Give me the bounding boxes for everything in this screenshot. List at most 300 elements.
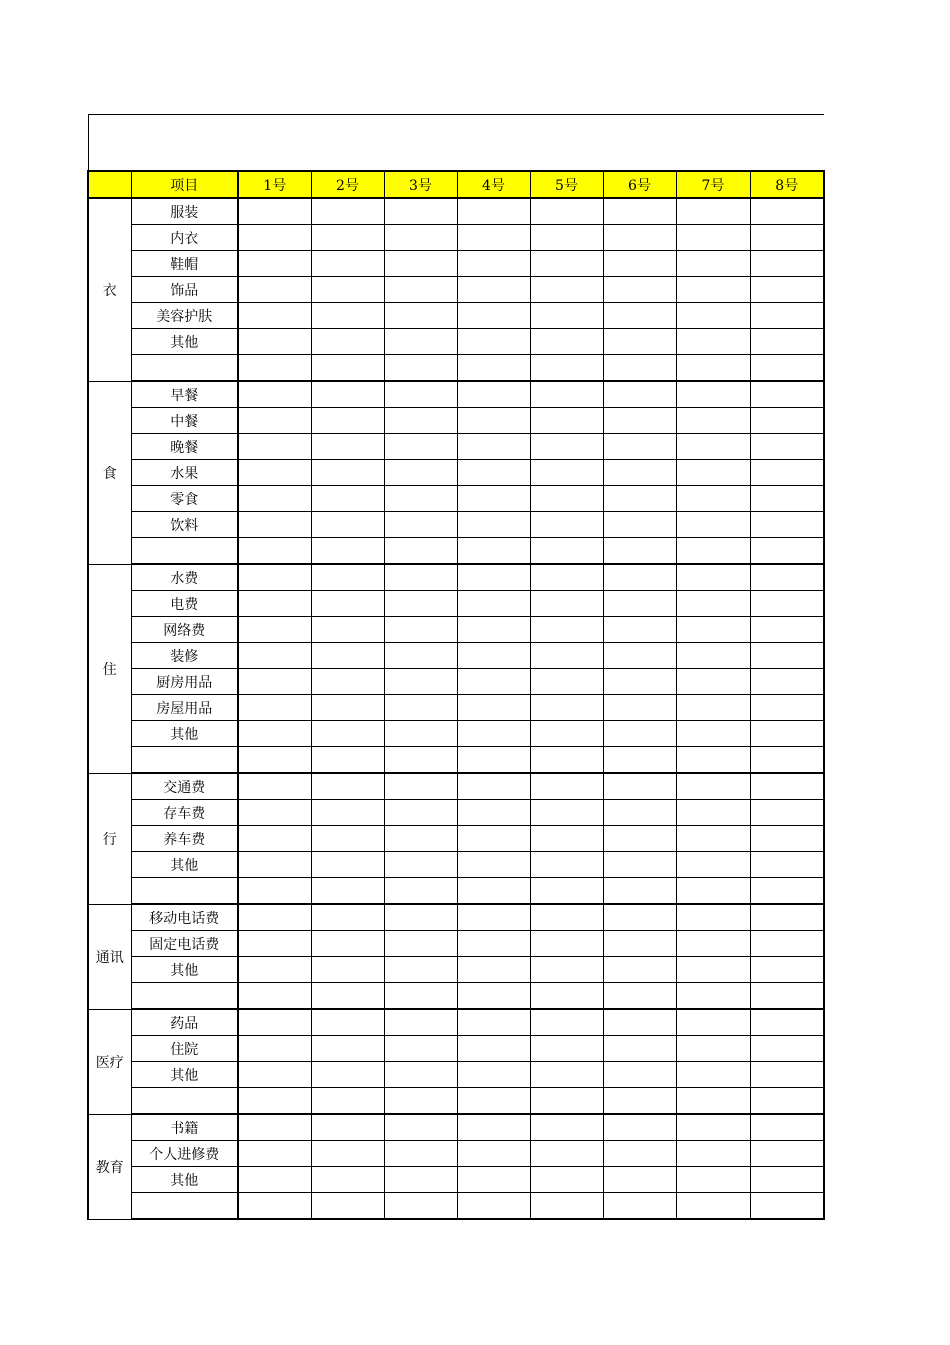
amount-cell[interactable] [530,355,603,382]
amount-cell[interactable] [530,408,603,434]
amount-cell[interactable] [457,878,530,905]
amount-cell[interactable] [311,225,384,251]
amount-cell[interactable] [457,983,530,1010]
amount-cell[interactable] [384,538,457,565]
amount-cell[interactable] [603,800,676,826]
amount-cell[interactable] [530,931,603,957]
amount-cell[interactable] [676,747,750,774]
amount-cell[interactable] [603,695,676,721]
amount-cell[interactable] [238,1193,311,1220]
amount-cell[interactable] [676,486,750,512]
amount-cell[interactable] [238,538,311,565]
item-cell[interactable]: 鞋帽 [131,251,238,277]
amount-cell[interactable] [603,931,676,957]
amount-cell[interactable] [457,355,530,382]
amount-cell[interactable] [238,852,311,878]
amount-cell[interactable] [530,381,603,408]
amount-cell[interactable] [384,773,457,800]
amount-cell[interactable] [676,303,750,329]
item-cell[interactable]: 住院 [131,1036,238,1062]
amount-cell[interactable] [676,434,750,460]
amount-cell[interactable] [603,460,676,486]
header-day-8[interactable]: 8号 [750,171,824,198]
amount-cell[interactable] [384,826,457,852]
amount-cell[interactable] [603,538,676,565]
amount-cell[interactable] [457,1088,530,1115]
amount-cell[interactable] [238,904,311,931]
amount-cell[interactable] [457,303,530,329]
amount-cell[interactable] [530,983,603,1010]
amount-cell[interactable] [238,1062,311,1088]
amount-cell[interactable] [603,1114,676,1141]
amount-cell[interactable] [750,957,824,983]
amount-cell[interactable] [603,381,676,408]
amount-cell[interactable] [676,852,750,878]
amount-cell[interactable] [457,564,530,591]
amount-cell[interactable] [457,1193,530,1220]
item-cell[interactable]: 房屋用品 [131,695,238,721]
category-cell[interactable]: 衣 [88,198,131,381]
amount-cell[interactable] [311,1141,384,1167]
amount-cell[interactable] [603,669,676,695]
amount-cell[interactable] [384,852,457,878]
amount-cell[interactable] [750,303,824,329]
amount-cell[interactable] [603,251,676,277]
amount-cell[interactable] [676,251,750,277]
item-cell[interactable]: 电费 [131,591,238,617]
item-cell[interactable] [131,1193,238,1220]
amount-cell[interactable] [530,695,603,721]
amount-cell[interactable] [457,198,530,225]
amount-cell[interactable] [676,564,750,591]
item-cell[interactable]: 药品 [131,1009,238,1036]
amount-cell[interactable] [238,747,311,774]
amount-cell[interactable] [750,434,824,460]
header-day-1[interactable]: 1号 [238,171,311,198]
item-cell[interactable]: 其他 [131,1167,238,1193]
amount-cell[interactable] [603,1088,676,1115]
item-cell[interactable]: 网络费 [131,617,238,643]
amount-cell[interactable] [676,225,750,251]
amount-cell[interactable] [603,852,676,878]
amount-cell[interactable] [238,198,311,225]
amount-cell[interactable] [603,591,676,617]
header-day-7[interactable]: 7号 [676,171,750,198]
item-cell[interactable]: 装修 [131,643,238,669]
item-cell[interactable]: 存车费 [131,800,238,826]
amount-cell[interactable] [238,486,311,512]
amount-cell[interactable] [384,329,457,355]
item-cell[interactable]: 晚餐 [131,434,238,460]
amount-cell[interactable] [750,251,824,277]
amount-cell[interactable] [384,277,457,303]
amount-cell[interactable] [530,957,603,983]
item-cell[interactable]: 其他 [131,957,238,983]
amount-cell[interactable] [311,198,384,225]
amount-cell[interactable] [238,1088,311,1115]
amount-cell[interactable] [750,852,824,878]
amount-cell[interactable] [676,826,750,852]
amount-cell[interactable] [530,1114,603,1141]
category-cell[interactable]: 住 [88,564,131,773]
amount-cell[interactable] [603,1141,676,1167]
amount-cell[interactable] [603,1036,676,1062]
amount-cell[interactable] [457,957,530,983]
amount-cell[interactable] [384,1141,457,1167]
amount-cell[interactable] [530,564,603,591]
amount-cell[interactable] [603,747,676,774]
amount-cell[interactable] [238,460,311,486]
amount-cell[interactable] [384,1088,457,1115]
amount-cell[interactable] [457,800,530,826]
amount-cell[interactable] [384,721,457,747]
amount-cell[interactable] [311,1114,384,1141]
amount-cell[interactable] [311,591,384,617]
amount-cell[interactable] [311,408,384,434]
amount-cell[interactable] [311,643,384,669]
amount-cell[interactable] [384,381,457,408]
amount-cell[interactable] [457,277,530,303]
amount-cell[interactable] [238,1009,311,1036]
item-cell[interactable]: 固定电话费 [131,931,238,957]
amount-cell[interactable] [750,1036,824,1062]
amount-cell[interactable] [457,225,530,251]
amount-cell[interactable] [603,434,676,460]
amount-cell[interactable] [750,669,824,695]
amount-cell[interactable] [603,904,676,931]
amount-cell[interactable] [603,957,676,983]
amount-cell[interactable] [311,460,384,486]
amount-cell[interactable] [384,695,457,721]
amount-cell[interactable] [676,1062,750,1088]
amount-cell[interactable] [238,1036,311,1062]
amount-cell[interactable] [238,1167,311,1193]
amount-cell[interactable] [238,643,311,669]
amount-cell[interactable] [384,931,457,957]
amount-cell[interactable] [238,591,311,617]
amount-cell[interactable] [750,800,824,826]
amount-cell[interactable] [238,225,311,251]
amount-cell[interactable] [750,826,824,852]
item-cell[interactable]: 水果 [131,460,238,486]
amount-cell[interactable] [530,1036,603,1062]
amount-cell[interactable] [384,669,457,695]
amount-cell[interactable] [676,904,750,931]
amount-cell[interactable] [530,826,603,852]
amount-cell[interactable] [603,773,676,800]
amount-cell[interactable] [457,721,530,747]
amount-cell[interactable] [530,512,603,538]
amount-cell[interactable] [530,1167,603,1193]
amount-cell[interactable] [238,878,311,905]
amount-cell[interactable] [457,408,530,434]
amount-cell[interactable] [603,878,676,905]
amount-cell[interactable] [457,695,530,721]
amount-cell[interactable] [311,983,384,1010]
amount-cell[interactable] [311,381,384,408]
amount-cell[interactable] [311,538,384,565]
amount-cell[interactable] [238,617,311,643]
amount-cell[interactable] [238,669,311,695]
amount-cell[interactable] [238,773,311,800]
amount-cell[interactable] [384,408,457,434]
amount-cell[interactable] [750,983,824,1010]
amount-cell[interactable] [457,1167,530,1193]
amount-cell[interactable] [311,329,384,355]
amount-cell[interactable] [311,355,384,382]
item-cell[interactable]: 内衣 [131,225,238,251]
amount-cell[interactable] [603,277,676,303]
amount-cell[interactable] [457,329,530,355]
item-cell[interactable] [131,538,238,565]
amount-cell[interactable] [384,878,457,905]
amount-cell[interactable] [311,1167,384,1193]
amount-cell[interactable] [676,1088,750,1115]
amount-cell[interactable] [311,564,384,591]
amount-cell[interactable] [750,408,824,434]
item-cell[interactable]: 养车费 [131,826,238,852]
amount-cell[interactable] [384,198,457,225]
amount-cell[interactable] [530,303,603,329]
amount-cell[interactable] [311,277,384,303]
amount-cell[interactable] [603,1009,676,1036]
item-cell[interactable]: 其他 [131,721,238,747]
header-category-cell[interactable] [88,171,131,198]
amount-cell[interactable] [603,225,676,251]
amount-cell[interactable] [603,643,676,669]
amount-cell[interactable] [676,1167,750,1193]
amount-cell[interactable] [384,904,457,931]
amount-cell[interactable] [238,1114,311,1141]
amount-cell[interactable] [603,512,676,538]
amount-cell[interactable] [457,512,530,538]
amount-cell[interactable] [603,826,676,852]
amount-cell[interactable] [457,538,530,565]
amount-cell[interactable] [530,721,603,747]
amount-cell[interactable] [384,355,457,382]
item-cell[interactable] [131,355,238,382]
amount-cell[interactable] [311,826,384,852]
amount-cell[interactable] [384,1193,457,1220]
amount-cell[interactable] [311,721,384,747]
category-cell[interactable]: 医疗 [88,1009,131,1114]
amount-cell[interactable] [311,669,384,695]
amount-cell[interactable] [530,800,603,826]
amount-cell[interactable] [750,512,824,538]
item-cell[interactable]: 饮料 [131,512,238,538]
amount-cell[interactable] [530,773,603,800]
amount-cell[interactable] [457,1009,530,1036]
amount-cell[interactable] [238,721,311,747]
amount-cell[interactable] [238,983,311,1010]
amount-cell[interactable] [311,434,384,460]
amount-cell[interactable] [750,538,824,565]
amount-cell[interactable] [384,957,457,983]
amount-cell[interactable] [750,277,824,303]
amount-cell[interactable] [750,1193,824,1220]
item-cell[interactable]: 服装 [131,198,238,225]
amount-cell[interactable] [530,852,603,878]
amount-cell[interactable] [457,1114,530,1141]
amount-cell[interactable] [384,512,457,538]
category-cell[interactable]: 食 [88,381,131,564]
amount-cell[interactable] [603,564,676,591]
amount-cell[interactable] [750,617,824,643]
amount-cell[interactable] [750,355,824,382]
amount-cell[interactable] [530,434,603,460]
item-cell[interactable]: 其他 [131,852,238,878]
item-cell[interactable]: 其他 [131,1062,238,1088]
amount-cell[interactable] [530,251,603,277]
header-day-6[interactable]: 6号 [603,171,676,198]
item-cell[interactable] [131,747,238,774]
amount-cell[interactable] [603,486,676,512]
amount-cell[interactable] [676,931,750,957]
amount-cell[interactable] [676,198,750,225]
amount-cell[interactable] [384,434,457,460]
amount-cell[interactable] [457,826,530,852]
item-cell[interactable]: 早餐 [131,381,238,408]
amount-cell[interactable] [238,381,311,408]
amount-cell[interactable] [311,303,384,329]
amount-cell[interactable] [457,381,530,408]
amount-cell[interactable] [530,878,603,905]
category-cell[interactable]: 通讯 [88,904,131,1009]
amount-cell[interactable] [603,198,676,225]
amount-cell[interactable] [238,512,311,538]
amount-cell[interactable] [311,904,384,931]
item-cell[interactable]: 厨房用品 [131,669,238,695]
header-day-2[interactable]: 2号 [311,171,384,198]
amount-cell[interactable] [750,878,824,905]
amount-cell[interactable] [384,225,457,251]
amount-cell[interactable] [238,564,311,591]
amount-cell[interactable] [457,486,530,512]
amount-cell[interactable] [457,1036,530,1062]
amount-cell[interactable] [603,1193,676,1220]
amount-cell[interactable] [311,1009,384,1036]
amount-cell[interactable] [311,251,384,277]
amount-cell[interactable] [750,486,824,512]
amount-cell[interactable] [457,434,530,460]
amount-cell[interactable] [457,904,530,931]
amount-cell[interactable] [457,852,530,878]
amount-cell[interactable] [676,381,750,408]
amount-cell[interactable] [384,460,457,486]
amount-cell[interactable] [750,643,824,669]
amount-cell[interactable] [676,591,750,617]
amount-cell[interactable] [750,591,824,617]
amount-cell[interactable] [676,695,750,721]
item-cell[interactable] [131,878,238,905]
amount-cell[interactable] [530,1193,603,1220]
amount-cell[interactable] [311,747,384,774]
amount-cell[interactable] [676,329,750,355]
amount-cell[interactable] [457,617,530,643]
amount-cell[interactable] [384,303,457,329]
amount-cell[interactable] [676,1036,750,1062]
amount-cell[interactable] [530,277,603,303]
amount-cell[interactable] [676,878,750,905]
amount-cell[interactable] [603,1062,676,1088]
amount-cell[interactable] [750,1009,824,1036]
amount-cell[interactable] [384,591,457,617]
amount-cell[interactable] [750,329,824,355]
amount-cell[interactable] [457,669,530,695]
amount-cell[interactable] [311,617,384,643]
amount-cell[interactable] [457,643,530,669]
amount-cell[interactable] [676,1141,750,1167]
amount-cell[interactable] [384,1009,457,1036]
amount-cell[interactable] [384,617,457,643]
amount-cell[interactable] [384,1036,457,1062]
amount-cell[interactable] [457,1141,530,1167]
amount-cell[interactable] [750,225,824,251]
amount-cell[interactable] [676,355,750,382]
header-day-5[interactable]: 5号 [530,171,603,198]
amount-cell[interactable] [238,1141,311,1167]
amount-cell[interactable] [530,198,603,225]
amount-cell[interactable] [750,773,824,800]
header-item-cell[interactable]: 项目 [131,171,238,198]
amount-cell[interactable] [603,983,676,1010]
table-title[interactable] [88,115,824,172]
amount-cell[interactable] [676,721,750,747]
amount-cell[interactable] [311,957,384,983]
amount-cell[interactable] [238,329,311,355]
amount-cell[interactable] [603,329,676,355]
amount-cell[interactable] [311,486,384,512]
amount-cell[interactable] [750,1141,824,1167]
amount-cell[interactable] [384,983,457,1010]
amount-cell[interactable] [603,303,676,329]
amount-cell[interactable] [530,617,603,643]
amount-cell[interactable] [238,826,311,852]
amount-cell[interactable] [530,486,603,512]
amount-cell[interactable] [238,277,311,303]
amount-cell[interactable] [676,538,750,565]
amount-cell[interactable] [750,721,824,747]
category-cell[interactable]: 行 [88,773,131,904]
amount-cell[interactable] [676,460,750,486]
amount-cell[interactable] [457,460,530,486]
amount-cell[interactable] [676,277,750,303]
amount-cell[interactable] [676,408,750,434]
amount-cell[interactable] [750,198,824,225]
amount-cell[interactable] [676,643,750,669]
amount-cell[interactable] [457,591,530,617]
amount-cell[interactable] [384,251,457,277]
item-cell[interactable]: 水费 [131,564,238,591]
amount-cell[interactable] [311,1062,384,1088]
amount-cell[interactable] [384,1114,457,1141]
amount-cell[interactable] [750,1114,824,1141]
amount-cell[interactable] [311,1036,384,1062]
amount-cell[interactable] [311,1088,384,1115]
amount-cell[interactable] [750,1088,824,1115]
amount-cell[interactable] [238,957,311,983]
amount-cell[interactable] [311,695,384,721]
amount-cell[interactable] [676,983,750,1010]
amount-cell[interactable] [530,538,603,565]
amount-cell[interactable] [238,408,311,434]
item-cell[interactable] [131,1088,238,1115]
amount-cell[interactable] [457,1062,530,1088]
amount-cell[interactable] [603,617,676,643]
amount-cell[interactable] [676,957,750,983]
item-cell[interactable]: 饰品 [131,277,238,303]
amount-cell[interactable] [603,355,676,382]
